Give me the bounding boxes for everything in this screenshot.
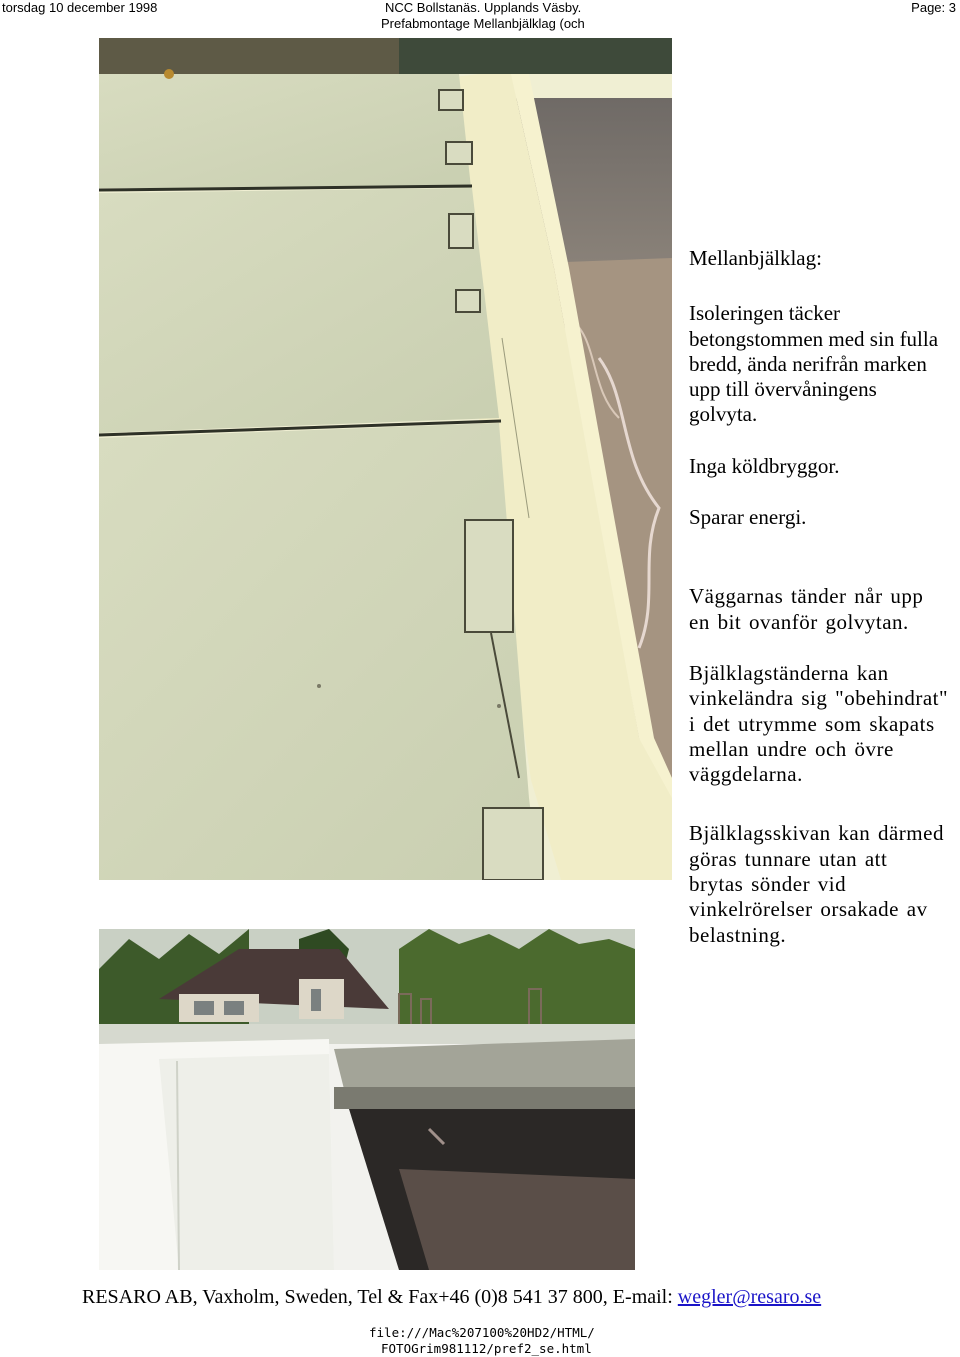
paragraph-2: Inga köldbryggor. bbox=[689, 453, 840, 478]
paragraph-5: Bjälklagständerna kan vinkeländra sig "obehindrat" i det utrymme som skapats mellan undre och övre väggdelarna. bbox=[689, 660, 949, 787]
paragraph-6: Bjälklagsskivan kan därmed göras tunnare utan att brytas sönder vid vinkelrörelser orsakade av belastning. bbox=[689, 821, 944, 947]
section-heading: Mellanbjälklag: bbox=[689, 246, 822, 270]
header-site: NCC Bollstanäs. Upplands Väsby. bbox=[385, 0, 582, 15]
paragraph-4: Väggarnas tänder når upp en bit ovanför golvytan. bbox=[689, 584, 924, 634]
description-text bbox=[689, 246, 949, 974]
footer-contact bbox=[82, 1285, 821, 1309]
paragraph-1: Isoleringen täcker betongstommen med sin fulla bredd, ända nerifrån marken upp till övervåningens golvyta. bbox=[689, 301, 939, 427]
header-date: torsdag 10 december 1998 bbox=[2, 0, 158, 15]
header-page-number: Page: 3 bbox=[911, 0, 956, 15]
header-title: Prefabmontage Mellanbjälklag (och bbox=[381, 16, 585, 31]
photo-slab-corner bbox=[99, 929, 635, 1270]
photo-floor-slab bbox=[99, 38, 672, 880]
footer-email-link[interactable]: wegler@resaro.se bbox=[677, 1286, 822, 1308]
paragraph-3: Sparar energi. bbox=[689, 505, 807, 530]
footer-company: RESARO AB, Vaxholm, Sweden, Tel & Fax+46 (0)8 541 37 800, E-mail: bbox=[82, 1286, 678, 1308]
file-url-line-1: file:///Mac%207100%20HD2/HTML/ bbox=[369, 1325, 595, 1340]
file-url-line-2: FOTOGrim981112/pref2_se.html bbox=[381, 1341, 592, 1356]
